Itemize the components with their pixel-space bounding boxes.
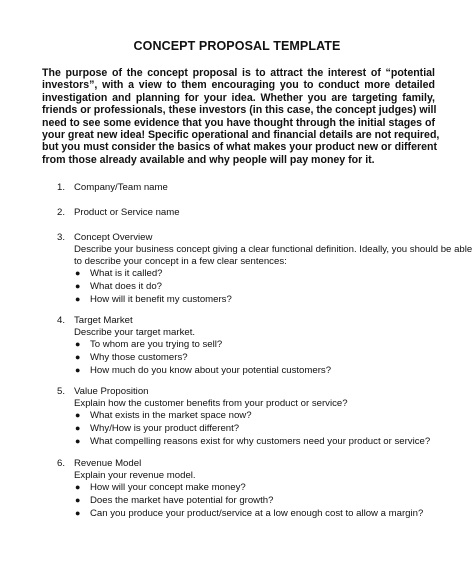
bullet-icon: ●: [75, 294, 81, 304]
bullet-text: Can you produce your product/service at a low enough cost to allow a margin?: [90, 508, 424, 519]
bullet-icon: ●: [75, 482, 81, 492]
intro-line: need to see some evidence that you have thought through the initial stages of: [42, 116, 435, 129]
intro-paragraph: [42, 67, 440, 166]
intro-line: investors”, with a view to them encouraging you to conduct more detailed: [42, 79, 435, 92]
bullet-icon: ●: [75, 365, 81, 375]
item-description: Describe your target market.: [74, 327, 196, 338]
bullet-text: How will your concept make money?: [90, 482, 246, 493]
intro-line: your great new idea! Specific operational and financial details are not required,: [42, 129, 440, 142]
bullet-text: What is it called?: [90, 268, 163, 279]
intro-line: investigation and planning for your idea. Whether you are targeting family,: [42, 91, 435, 104]
bullet-icon: ●: [75, 436, 81, 446]
bullet-icon: ●: [75, 410, 81, 420]
bullet-item: [0, 351, 474, 364]
item-description: to describe your concept in a few clear sentences:: [74, 256, 287, 267]
bullet-item: [0, 435, 474, 448]
item-title: Company/Team name: [74, 182, 168, 193]
intro-line: but you must consider the basics of what makes your product new or different: [42, 141, 437, 154]
item-number: 3.: [57, 232, 66, 243]
item-description: Explain your revenue model.: [74, 470, 196, 481]
intro-line: from those already available and why people will pay money for it.: [42, 153, 375, 166]
bullet-item: [0, 409, 474, 422]
bullet-icon: ●: [75, 281, 81, 291]
bullet-item: [0, 364, 474, 377]
bullet-item: [0, 481, 474, 494]
intro-line: The purpose of the concept proposal is to attract the interest of “potential: [42, 67, 435, 79]
item-description: Explain how the customer benefits from your product or service?: [74, 398, 348, 409]
bullet-item: [0, 338, 474, 351]
item-title: Product or Service name: [74, 207, 180, 218]
bullet-item: [0, 280, 474, 293]
intro-line: friends or professionals, these investors (in this case, the concept judges) will: [42, 104, 437, 117]
bullet-text: How much do you know about your potential customers?: [90, 365, 332, 376]
item-number: 1.: [57, 182, 66, 193]
bullet-icon: ●: [75, 423, 81, 433]
item-number: 4.: [57, 315, 66, 326]
document-title: CONCEPT PROPOSAL TEMPLATE: [133, 39, 341, 53]
bullet-item: [0, 267, 474, 280]
bullet-item: [0, 507, 474, 520]
bullet-text: Why/How is your product different?: [90, 423, 240, 434]
item-number: 5.: [57, 386, 66, 397]
bullet-text: Why those customers?: [90, 352, 188, 363]
bullet-icon: ●: [75, 508, 81, 518]
item-title: Concept Overview: [74, 232, 153, 243]
bullet-text: How will it benefit my customers?: [90, 294, 232, 305]
bullet-item: [0, 494, 474, 507]
item-title: Value Proposition: [74, 386, 149, 397]
bullet-text: What does it do?: [90, 281, 162, 292]
item-number: 2.: [57, 207, 66, 218]
bullet-icon: ●: [75, 495, 81, 505]
bullet-text: What compelling reasons exist for why customers need your product or service?: [90, 436, 431, 447]
item-title: Revenue Model: [74, 458, 142, 469]
bullet-item: [0, 293, 474, 306]
bullet-text: To whom are you trying to sell?: [90, 339, 223, 350]
item-title: Target Market: [74, 315, 133, 326]
item-number: 6.: [57, 458, 66, 469]
bullet-item: [0, 422, 474, 435]
bullet-text: Does the market have potential for growth?: [90, 495, 274, 506]
item-description: Describe your business concept giving a clear functional definition. Ideally, you should be able: [74, 244, 473, 255]
bullet-icon: ●: [75, 352, 81, 362]
bullet-icon: ●: [75, 339, 81, 349]
bullet-text: What exists in the market space now?: [90, 410, 252, 421]
bullet-icon: ●: [75, 268, 81, 278]
